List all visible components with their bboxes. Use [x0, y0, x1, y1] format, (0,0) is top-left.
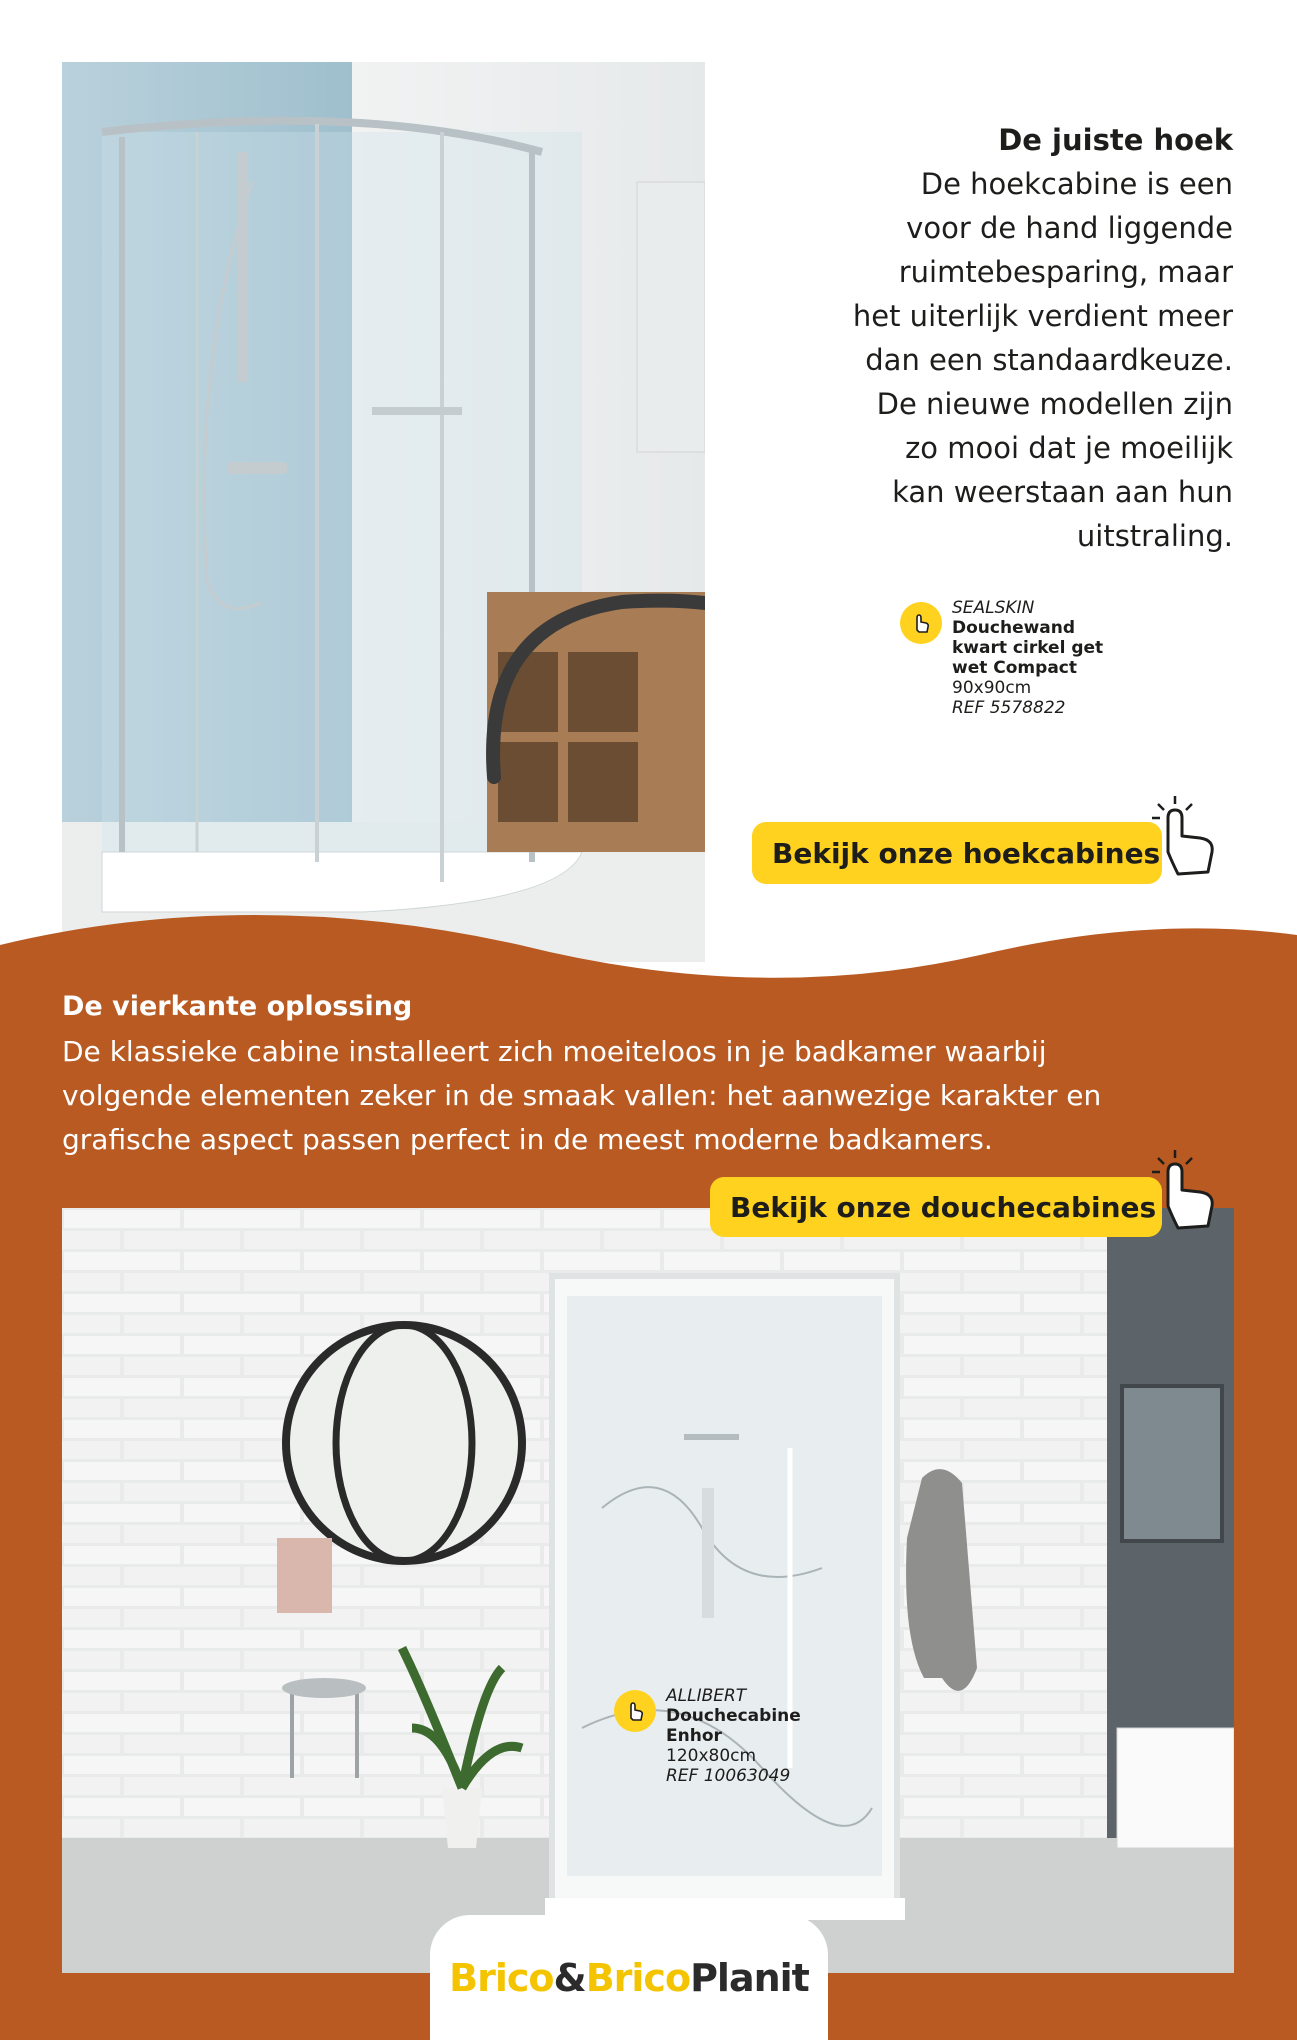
allibert-product-label[interactable]: [614, 1686, 801, 1786]
product-name-line-3: wet Compact: [952, 658, 1077, 678]
top-body-line-2: voor de hand liggende: [906, 211, 1233, 245]
product-brand: SEALSKIN: [952, 598, 1035, 618]
product-brand: ALLIBERT: [666, 1686, 747, 1706]
cta-label: Bekijk onze hoekcabines: [772, 836, 1161, 870]
logo-brico-2: Brico: [585, 1955, 691, 2000]
hand-pointer-icon: [1148, 792, 1234, 884]
product-size: 120x80cm: [666, 1746, 757, 1766]
hand-pointer-icon: [1148, 1146, 1234, 1238]
top-body-line-3: ruimtebesparing, maar: [898, 255, 1233, 289]
sealskin-product-label[interactable]: [900, 598, 1103, 718]
top-heading: De juiste hoek: [998, 123, 1233, 157]
brico-planit-logo[interactable]: [449, 1956, 809, 2000]
cta-label: Bekijk onze douchecabines: [730, 1190, 1157, 1224]
logo-ampersand: &: [553, 1955, 586, 2000]
middle-body-line-2: volgende elementen zeker in de smaak vallen: het aanwezige karakter en: [62, 1079, 1102, 1112]
logo-card: [430, 1915, 828, 2040]
top-body-line-7: zo mooi dat je moeilijk: [905, 431, 1233, 465]
logo-brico: Brico: [449, 1955, 554, 2000]
top-body-line-5: dan een standaardkeuze.: [865, 343, 1233, 377]
middle-body-line-3: grafische aspect passen perfect in de meest moderne badkamers.: [62, 1123, 993, 1156]
top-copy-block: [800, 118, 1233, 558]
top-body-line-9: uitstraling.: [1076, 519, 1233, 553]
middle-body-line-1: De klassieke cabine installeert zich moeiteloos in je badkamer waarbij: [62, 1035, 1047, 1068]
product-ref: REF 10063049: [666, 1766, 791, 1786]
product-name-line-1: Douchewand: [952, 618, 1076, 638]
hand-pointer-icon: [614, 1690, 656, 1732]
product-name-line-2: kwart cirkel get: [952, 638, 1104, 658]
square-shower-photo: [62, 1208, 1234, 1973]
douchecabines-cta-button[interactable]: [710, 1177, 1162, 1237]
logo-planit: Planit: [690, 1955, 809, 2000]
middle-heading: De vierkante oplossing: [62, 991, 413, 1022]
top-body-line-8: kan weerstaan aan hun: [892, 475, 1233, 509]
top-body-line-4: het uiterlijk verdient meer: [852, 299, 1233, 333]
product-name-line-2: Enhor: [666, 1726, 722, 1746]
corner-shower-photo: [62, 62, 705, 962]
middle-copy-block: [62, 990, 1242, 1162]
product-ref: REF 5578822: [952, 698, 1066, 718]
product-name-line-1: Douchecabine: [666, 1706, 801, 1726]
top-body-line-1: De hoekcabine is een: [920, 167, 1233, 201]
hoekcabines-cta-button[interactable]: [752, 822, 1162, 884]
hand-pointer-icon: [900, 602, 942, 644]
top-body-line-6: De nieuwe modellen zijn: [876, 387, 1233, 421]
product-size: 90x90cm: [952, 678, 1032, 698]
